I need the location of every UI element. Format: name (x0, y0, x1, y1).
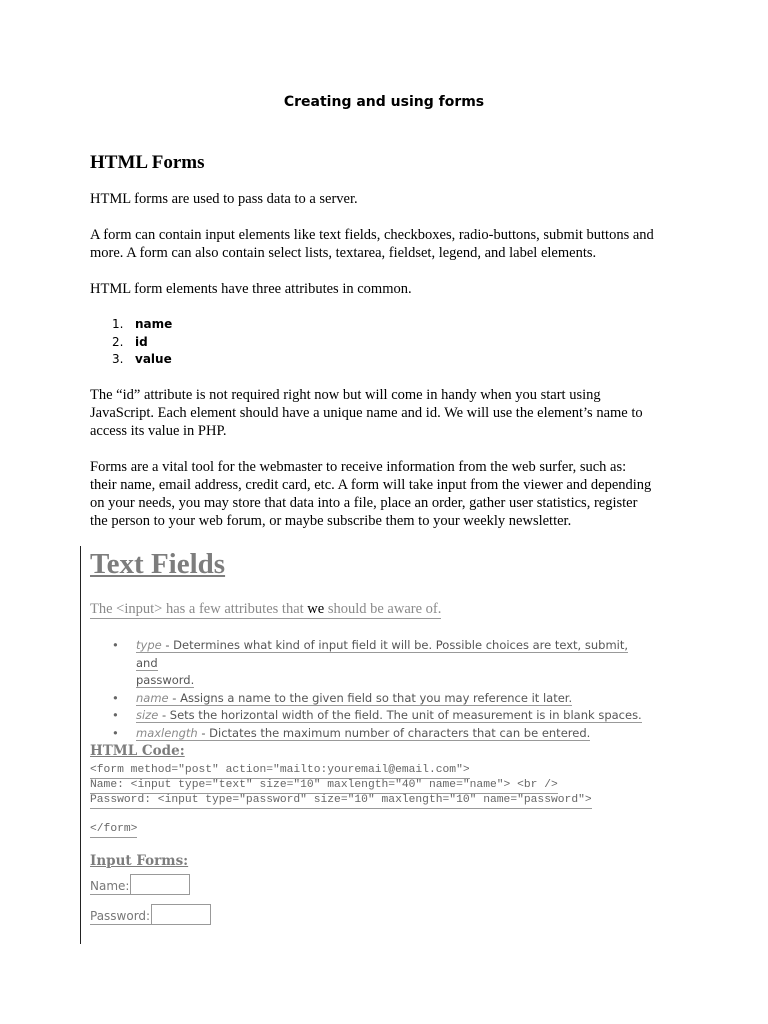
paragraph-line: access its value in PHP. (90, 423, 227, 439)
change-bar (80, 546, 81, 944)
paragraph-line: A form can contain input elements like text fields, checkboxes, radio-buttons, submit buttons and (90, 227, 654, 243)
code-line: Name: <input type="text" size="10" maxlength="40" name="name"> <br /> (90, 778, 558, 794)
section-heading: HTML Forms (90, 152, 205, 173)
bullet-icon: • (112, 708, 119, 722)
paragraph-line: more. A form can also contain select lists, textarea, fieldset, legend, and label elements. (90, 245, 597, 261)
password-label: Password: (90, 909, 151, 923)
text-fields-intro: The <input> has a few attributes that we should be aware of. (90, 601, 442, 617)
name-label: Name: (90, 879, 130, 893)
bullet-icon: • (112, 690, 119, 705)
paragraph-line: the person to your web forum, or maybe subscribe them to your weekly newsletter. (90, 513, 572, 529)
list-item: 3. value (112, 352, 172, 366)
name-input[interactable] (130, 874, 190, 894)
paragraph-id-note (90, 386, 690, 440)
password-field-row (90, 904, 211, 925)
code-line: Password: <input type="password" size="10" maxlength="10" name="password"> (90, 793, 592, 809)
code-line: <form method="post" action="mailto:youremail@email.com"> (90, 763, 470, 779)
bullet-icon: • (112, 638, 119, 652)
paragraph-forms-vital (90, 458, 690, 530)
attribute-list (112, 316, 172, 369)
list-item: 2. id (112, 334, 148, 349)
text-fields-heading: Text Fields (90, 548, 226, 580)
paragraph-intro: HTML forms are used to pass data to a server. (90, 191, 358, 207)
paragraph-line: The “id” attribute is not required right now but will come in handy when you start using (90, 387, 601, 403)
list-item: • name - Assigns a name to the given field so that you may reference it later. (112, 690, 652, 708)
password-input[interactable] (151, 904, 211, 924)
list-item: • type - Determines what kind of input field it will be. Possible choices are text, submit, and password. (112, 638, 629, 687)
code-line: </form> (90, 822, 137, 838)
list-item: 1. name (112, 317, 173, 331)
paragraph-line: their name, email address, credit card, etc. A form will take input from the viewer and depending (90, 477, 652, 493)
html-code-heading: HTML Code: (90, 743, 185, 759)
list-item: • maxlength - Dictates the maximum number of characters that can be entered. (112, 725, 652, 743)
paragraph-form-elements (90, 226, 690, 262)
paragraph-attributes: HTML form elements have three attributes in common. (90, 281, 412, 297)
list-item: • size - Sets the horizontal width of the field. The unit of measurement is in blank spaces. (112, 707, 652, 725)
name-field-row (90, 874, 190, 895)
paragraph-line: JavaScript. Each element should have a unique name and id. We will use the element’s name to (90, 405, 643, 421)
input-attribute-list (112, 637, 652, 742)
paragraph-line: Forms are a vital tool for the webmaster to receive information from the web surfer, such as: (90, 459, 627, 475)
paragraph-line: on your needs, you may store that data into a file, place an order, gather user statistics, register (90, 495, 638, 511)
bullet-icon: • (112, 725, 119, 740)
page-title: Creating and using forms (283, 94, 485, 110)
input-forms-heading: Input Forms: (90, 853, 189, 869)
